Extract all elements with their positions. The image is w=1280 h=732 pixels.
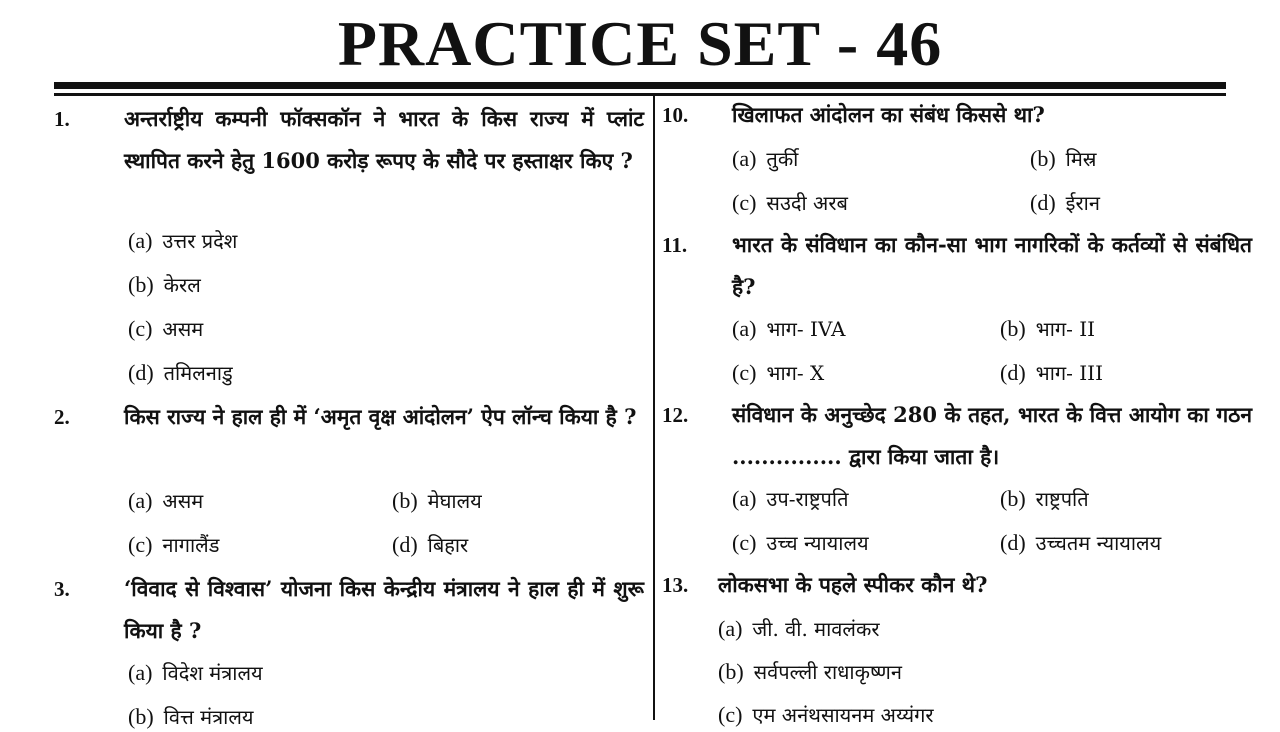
option-text: विदेश मंत्रालय: [162, 661, 263, 685]
option-text: भाग- II: [1035, 317, 1096, 341]
option-text: बिहार: [427, 533, 469, 557]
option-c: [128, 314, 203, 344]
option-a: [732, 144, 798, 174]
question-1: [54, 98, 646, 398]
option-text: ईरान: [1065, 191, 1100, 215]
option-a: [732, 484, 848, 514]
option-label: (a): [732, 146, 757, 171]
option-label: (c): [732, 530, 757, 555]
option-b: [1000, 484, 1089, 514]
option-a: [718, 614, 880, 644]
question-number: 13.: [662, 573, 689, 597]
option-text: वित्त मंत्रालय: [163, 705, 254, 729]
option-label: (a): [732, 486, 757, 511]
option-label: (d): [1000, 530, 1026, 555]
option-label: (d): [1030, 190, 1056, 215]
option-label: (b): [392, 488, 418, 513]
question-text: भारत के संविधान का कौन-सा भाग नागरिकों के कर्तव्यों से संबंधित है?: [732, 232, 1252, 299]
option-label: (a): [718, 616, 743, 641]
option-b: [128, 270, 201, 300]
option-label: (c): [718, 702, 743, 727]
question-text: संविधान के अनुच्छेद 280 के तहत, भारत के वित्त आयोग का गठन ............... द्वारा किया जाता है।: [732, 402, 1252, 469]
option-label: (b): [128, 272, 154, 297]
option-label: (d): [1000, 360, 1026, 385]
option-c: [718, 700, 934, 730]
option-d: [1030, 188, 1100, 218]
option-label: (b): [1000, 316, 1026, 341]
option-text: केरल: [163, 273, 201, 297]
option-text: नागालैंड: [162, 533, 220, 557]
option-label: (d): [392, 532, 418, 557]
option-text: राष्ट्रपति: [1035, 487, 1089, 511]
option-b: [392, 486, 482, 516]
option-d: [128, 358, 233, 388]
option-text: उप-राष्ट्रपति: [766, 487, 849, 511]
question-2: [54, 396, 646, 566]
option-d: [392, 530, 468, 560]
question-12: [662, 394, 1254, 564]
header-rule-thick: [54, 82, 1226, 89]
option-a: [732, 314, 845, 344]
option-text: तमिलनाडु: [163, 361, 233, 385]
option-text: उच्च न्यायालय: [766, 531, 869, 555]
question-text: खिलाफत आंदोलन का संबंध किससे था?: [732, 102, 1045, 127]
option-text: असम: [162, 317, 204, 341]
option-b: [718, 657, 902, 687]
option-c: [128, 530, 219, 560]
option-a: [128, 658, 263, 688]
option-label: (a): [128, 228, 153, 253]
question-3: [54, 568, 646, 729]
option-c: [732, 358, 824, 388]
page-title: PRACTICE SET - 46: [337, 8, 943, 79]
option-label: (b): [1000, 486, 1026, 511]
option-text: भाग- X: [766, 361, 825, 385]
option-c: [732, 188, 848, 218]
option-label: (c): [732, 190, 757, 215]
option-label: (b): [128, 704, 154, 729]
option-text: भाग- IVA: [766, 317, 846, 341]
question-text: अन्तर्राष्ट्रीय कम्पनी फॉक्सकॉन ने भारत के किस राज्य में प्लांट स्थापित करने हेतु 1600 करोड़ रूपए के सौदे पर हस्ताक्षर किए ?: [124, 106, 644, 173]
option-b: [128, 702, 253, 732]
question-text: किस राज्य ने हाल ही में ‘अमृत वृक्ष आंदोलन’ ऐप लॉन्च किया है ?: [124, 404, 637, 429]
column-divider: [653, 96, 655, 720]
option-d: [1000, 528, 1161, 558]
option-label: (a): [128, 660, 153, 685]
option-d: [1000, 358, 1103, 388]
question-11: [662, 224, 1254, 394]
option-text: उच्चतम न्यायालय: [1035, 531, 1162, 555]
question-number: 12.: [662, 403, 689, 427]
question-number: 10.: [662, 103, 689, 127]
option-text: एम अनंथसायनम अय्यंगर: [752, 703, 934, 727]
option-label: (a): [732, 316, 757, 341]
option-b: [1030, 144, 1097, 174]
option-text: मेघालय: [427, 489, 482, 513]
option-c: [732, 528, 869, 558]
option-text: सउदी अरब: [766, 191, 848, 215]
option-label: (b): [1030, 146, 1056, 171]
question-text: ‘विवाद से विश्वास’ योजना किस केन्द्रीय मंत्रालय ने हाल ही में शुरू किया है ?: [124, 576, 644, 643]
option-text: उत्तर प्रदेश: [162, 229, 238, 253]
option-label: (c): [732, 360, 757, 385]
option-text: असम: [162, 489, 204, 513]
option-label: (c): [128, 316, 153, 341]
option-text: जी. वी. मावलंकर: [752, 617, 880, 641]
question-number: 3.: [54, 577, 70, 601]
option-label: (c): [128, 532, 153, 557]
question-10: [662, 94, 1254, 230]
option-b: [1000, 314, 1095, 344]
question-number: 11.: [662, 233, 688, 257]
option-a: [128, 226, 237, 256]
option-text: सर्वपल्ली राधाकृष्णन: [753, 660, 902, 684]
question-number: 2.: [54, 405, 70, 429]
option-label: (b): [718, 659, 744, 684]
question-13: [662, 564, 1254, 727]
option-text: मिस्र: [1065, 147, 1097, 171]
option-label: (a): [128, 488, 153, 513]
question-text: लोकसभा के पहले स्पीकर कौन थे?: [718, 572, 988, 597]
question-number: 1.: [54, 107, 70, 131]
option-label: (d): [128, 360, 154, 385]
option-text: भाग- III: [1035, 361, 1103, 385]
option-a: [128, 486, 203, 516]
option-text: तुर्की: [766, 147, 799, 171]
